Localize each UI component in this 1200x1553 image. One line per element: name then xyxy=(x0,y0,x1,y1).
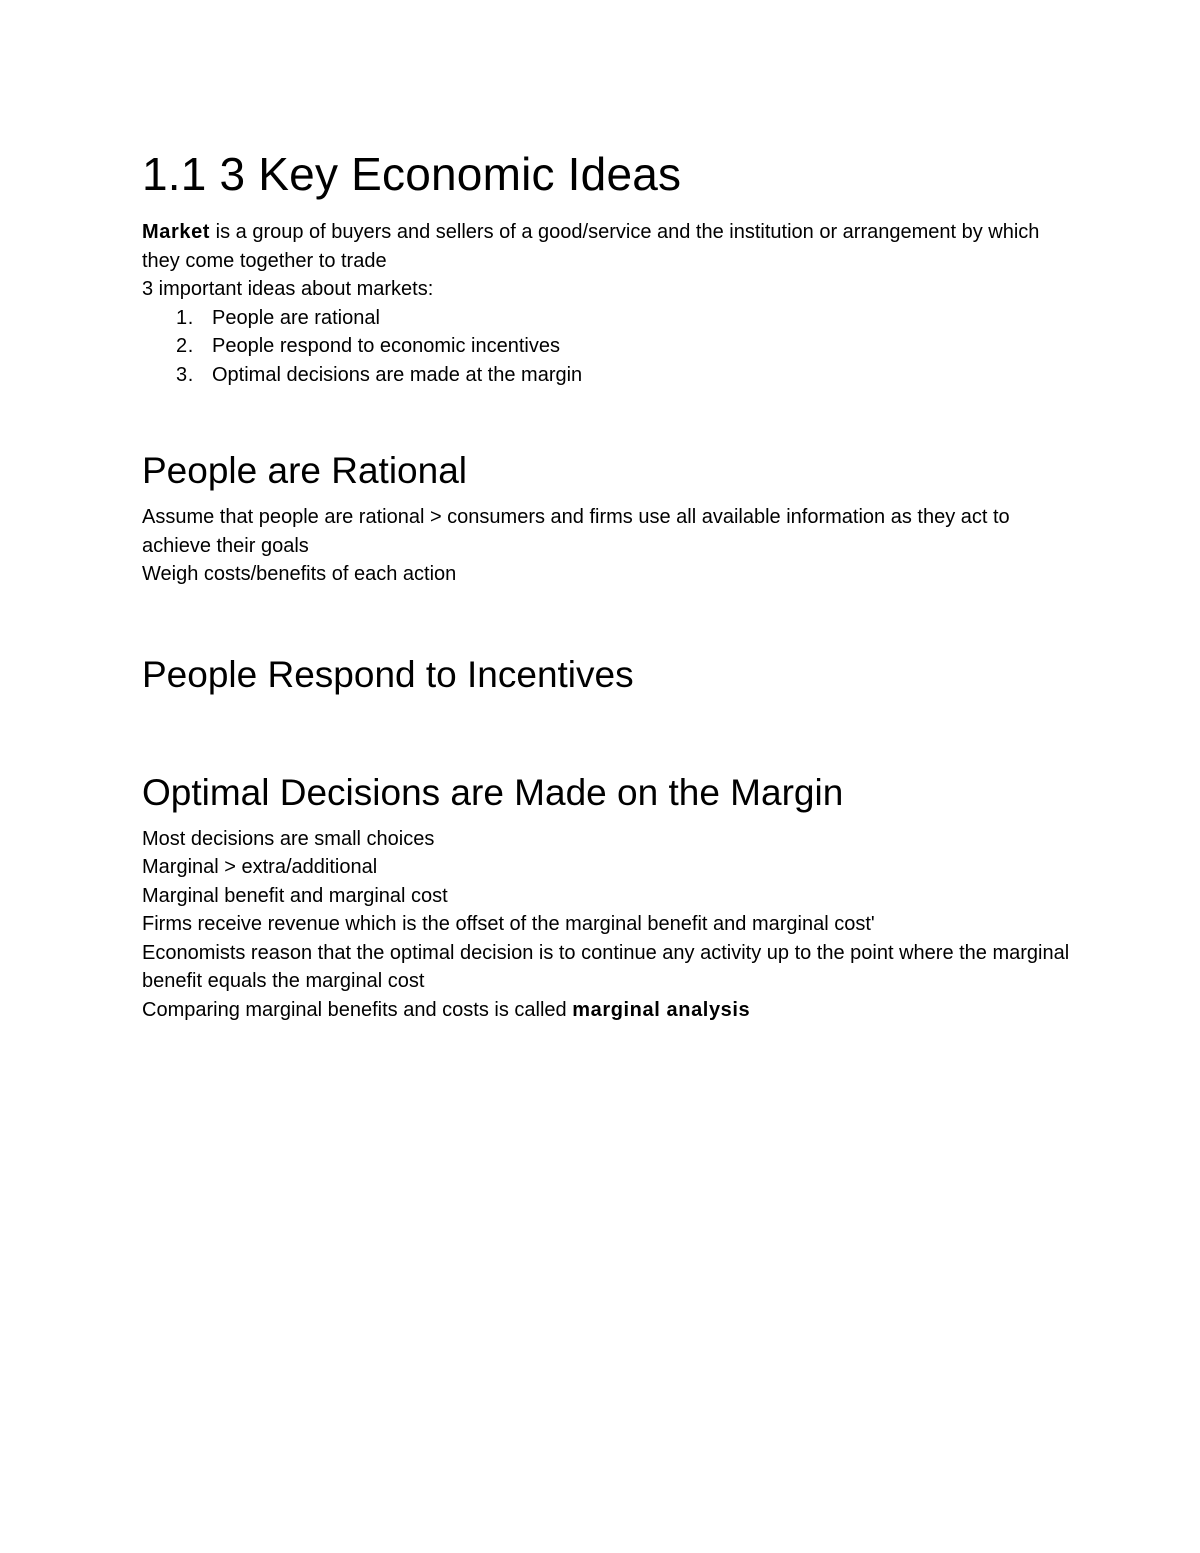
section-heading-incentives: People Respond to Incentives xyxy=(142,653,634,695)
list-item xyxy=(142,361,1072,390)
list-item xyxy=(142,332,1072,361)
rational-line: Assume that people are rational > consumers and firms use all available information as they act to achieve their goals xyxy=(142,506,1010,557)
rational-line: Weigh costs/benefits of each action xyxy=(142,563,457,585)
section-heading-margin: Optimal Decisions are Made on the Margin xyxy=(142,771,844,813)
margin-line: Marginal > extra/additional xyxy=(142,856,378,878)
page-title: 1.1 3 Key Economic Ideas xyxy=(142,148,682,200)
section-heading-rational: People are Rational xyxy=(142,450,467,491)
margin-last-line xyxy=(142,996,1072,1025)
document-content xyxy=(142,144,1072,1024)
ideas-lead: 3 important ideas about markets: xyxy=(142,278,434,300)
list-item-text: Optimal decisions are made at the margin xyxy=(212,363,583,386)
marginal-analysis-term: marginal analysis xyxy=(572,998,751,1021)
ideas-list xyxy=(142,304,1072,390)
market-definition xyxy=(142,218,1072,275)
list-item-number: 2. xyxy=(176,335,194,357)
list-item-number: 1. xyxy=(176,306,194,329)
margin-line: Most decisions are small choices xyxy=(142,827,435,850)
margin-line: Marginal benefit and marginal cost xyxy=(142,884,448,907)
market-definition-text: is a group of buyers and sellers of a good/service and the institution or arrangement by which they come together to trade xyxy=(142,221,1040,272)
margin-line: Firms receive revenue which is the offset of the marginal benefit and marginal cost' xyxy=(142,913,875,935)
list-item-text: People are rational xyxy=(212,306,380,329)
list-item-text: People respond to economic incentives xyxy=(212,335,560,357)
market-term: Market xyxy=(142,221,211,243)
margin-line: Economists reason that the optimal decision is to continue any activity up to the point where the marginal benefit equals the marginal cost xyxy=(142,941,1070,992)
margin-last-line-text: Comparing marginal benefits and costs is called xyxy=(142,998,573,1021)
list-item xyxy=(142,304,1072,333)
list-item-number: 3. xyxy=(176,363,194,386)
